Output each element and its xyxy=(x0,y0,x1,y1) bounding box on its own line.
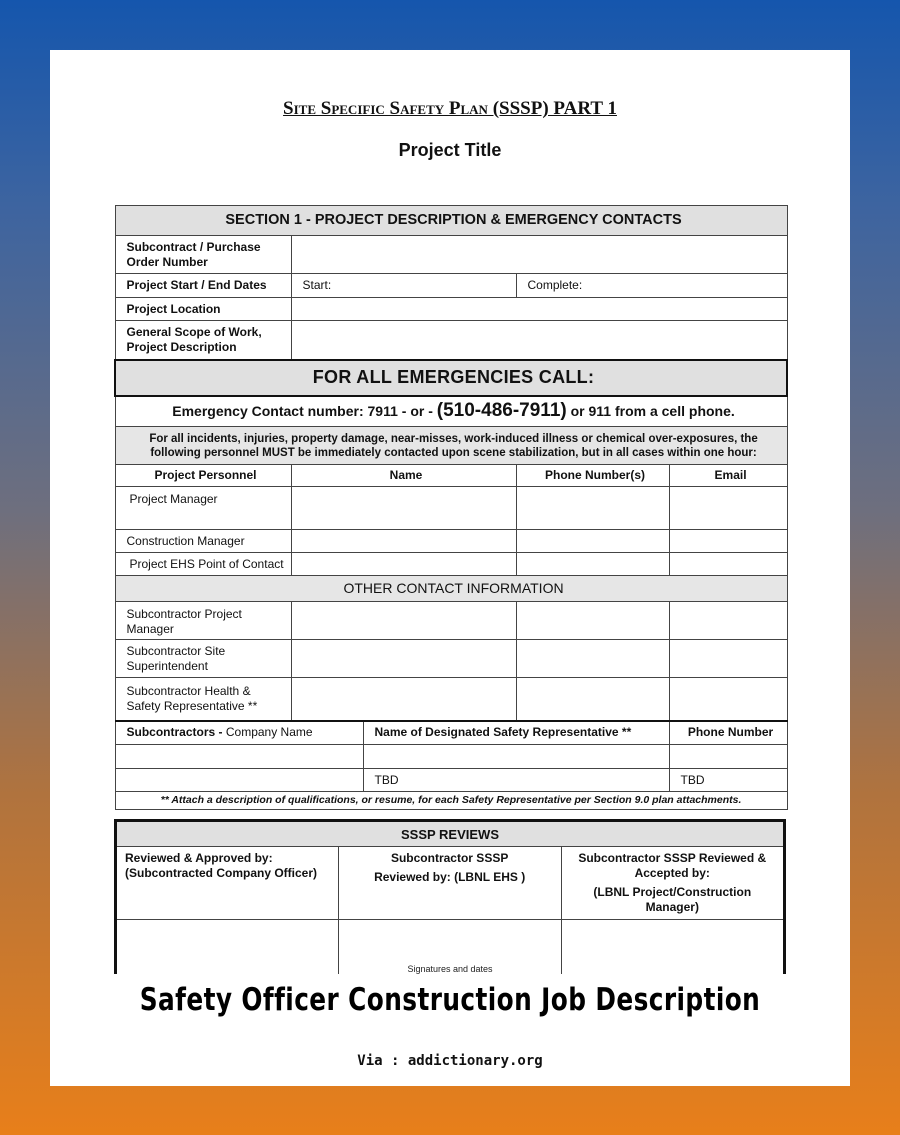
scope-label: General Scope of Work, Project Description xyxy=(115,321,291,360)
contact-number: (510-486-7911) xyxy=(436,400,567,422)
phone-number-label: Phone Number xyxy=(669,721,787,745)
emergency-contact-line xyxy=(115,396,787,427)
reviews-col3-line1: Subcontractor SSSP Reviewed & Accepted by: xyxy=(578,851,767,880)
name-field[interactable] xyxy=(291,640,516,678)
reviews-col2-line1: Subcontractor SSSP xyxy=(390,851,509,865)
safety-rep-tbd[interactable]: TBD xyxy=(363,769,669,792)
name-field[interactable] xyxy=(291,553,516,576)
col-phone: Phone Number(s) xyxy=(516,465,669,487)
reviews-header: SSSP REVIEWS xyxy=(116,821,785,847)
subcontract-field[interactable] xyxy=(291,236,787,274)
reviews-col3 xyxy=(561,847,784,920)
email-field[interactable] xyxy=(669,678,787,721)
safety-rep-label: Name of Designated Safety Representative ** xyxy=(363,721,669,745)
phone-field[interactable] xyxy=(516,487,669,530)
email-field[interactable] xyxy=(669,602,787,640)
personnel-row-label: Project EHS Point of Contact xyxy=(115,553,291,576)
caption-title: Safety Officer Construction Job Description xyxy=(139,982,761,1018)
subcontractors-col1 xyxy=(115,721,363,745)
reviews-col2 xyxy=(338,847,561,920)
other-row-label: Subcontractor Health & Safety Representative ** xyxy=(115,678,291,721)
location-field[interactable] xyxy=(291,298,787,321)
company-name-label: Company Name xyxy=(225,725,313,740)
phone-number-tbd[interactable]: TBD xyxy=(669,769,787,792)
other-row-label: Subcontractor Project Manager xyxy=(115,602,291,640)
via-link[interactable]: Via : addictionary.org xyxy=(357,1053,543,1069)
name-field[interactable] xyxy=(291,487,516,530)
phone-field[interactable] xyxy=(516,640,669,678)
email-field[interactable] xyxy=(669,640,787,678)
company-field[interactable] xyxy=(115,769,363,792)
email-field[interactable] xyxy=(669,553,787,576)
subcontractors-label: Subcontractors - xyxy=(126,725,226,740)
phone-number-field[interactable] xyxy=(669,745,787,769)
name-field[interactable] xyxy=(291,530,516,553)
complete-field[interactable] xyxy=(516,274,787,298)
email-field[interactable] xyxy=(669,487,787,530)
phone-field[interactable] xyxy=(516,553,669,576)
section1-form xyxy=(114,205,788,810)
subcontract-label: Subcontract / Purchase Order Number xyxy=(115,236,291,274)
footnote: ** Attach a description of qualifications, or resume, for each Safety Representative per Section 9.0 plan attachments. xyxy=(115,792,787,810)
start-label: Start: xyxy=(302,278,332,292)
dates-label: Project Start / End Dates xyxy=(115,274,291,298)
project-title: Project Title xyxy=(398,140,502,160)
col-personnel: Project Personnel xyxy=(115,465,291,487)
contact-suffix: or 911 from a cell phone. xyxy=(566,403,735,420)
safety-rep-field[interactable] xyxy=(363,745,669,769)
document-card xyxy=(50,50,850,1086)
other-row-label: Subcontractor Site Superintendent xyxy=(115,640,291,678)
location-label: Project Location xyxy=(115,298,291,321)
signatures-label: Signatures and dates xyxy=(407,964,493,974)
email-field[interactable] xyxy=(669,530,787,553)
personnel-row-label: Construction Manager xyxy=(115,530,291,553)
phone-field[interactable] xyxy=(516,678,669,721)
document-title: Site Specific Safety Plan (SSSP) PART 1 xyxy=(283,98,617,119)
col-email: Email xyxy=(669,465,787,487)
reviews-col2-line2: Reviewed by: (LBNL EHS ) xyxy=(374,870,526,884)
reviews-col1: Reviewed & Approved by: (Subcontracted Company Officer) xyxy=(116,847,339,920)
other-contacts-header: OTHER CONTACT INFORMATION xyxy=(115,576,787,602)
complete-label: Complete: xyxy=(527,278,583,292)
personnel-row-label: Project Manager xyxy=(115,487,291,530)
scope-field[interactable] xyxy=(291,321,787,360)
company-field[interactable] xyxy=(115,745,363,769)
sssp-reviews-table xyxy=(114,819,786,983)
emergency-notice: For all incidents, injuries, property damage, near-misses, work-induced illness or chemical over-exposures, the following personnel MUST be immediately contacted upon scene stabilization, but in all cases within one hour: xyxy=(115,427,787,465)
section1-header: SECTION 1 - PROJECT DESCRIPTION & EMERGENCY CONTACTS xyxy=(115,206,787,236)
col-name: Name xyxy=(291,465,516,487)
emergency-banner: FOR ALL EMERGENCIES CALL: xyxy=(115,360,787,396)
phone-field[interactable] xyxy=(516,602,669,640)
name-field[interactable] xyxy=(291,678,516,721)
contact-prefix: Emergency Contact number: 7911 - or - xyxy=(172,403,437,420)
name-field[interactable] xyxy=(291,602,516,640)
start-field[interactable] xyxy=(291,274,516,298)
reviews-col3-line2: (LBNL Project/Construction Manager) xyxy=(593,885,752,914)
phone-field[interactable] xyxy=(516,530,669,553)
